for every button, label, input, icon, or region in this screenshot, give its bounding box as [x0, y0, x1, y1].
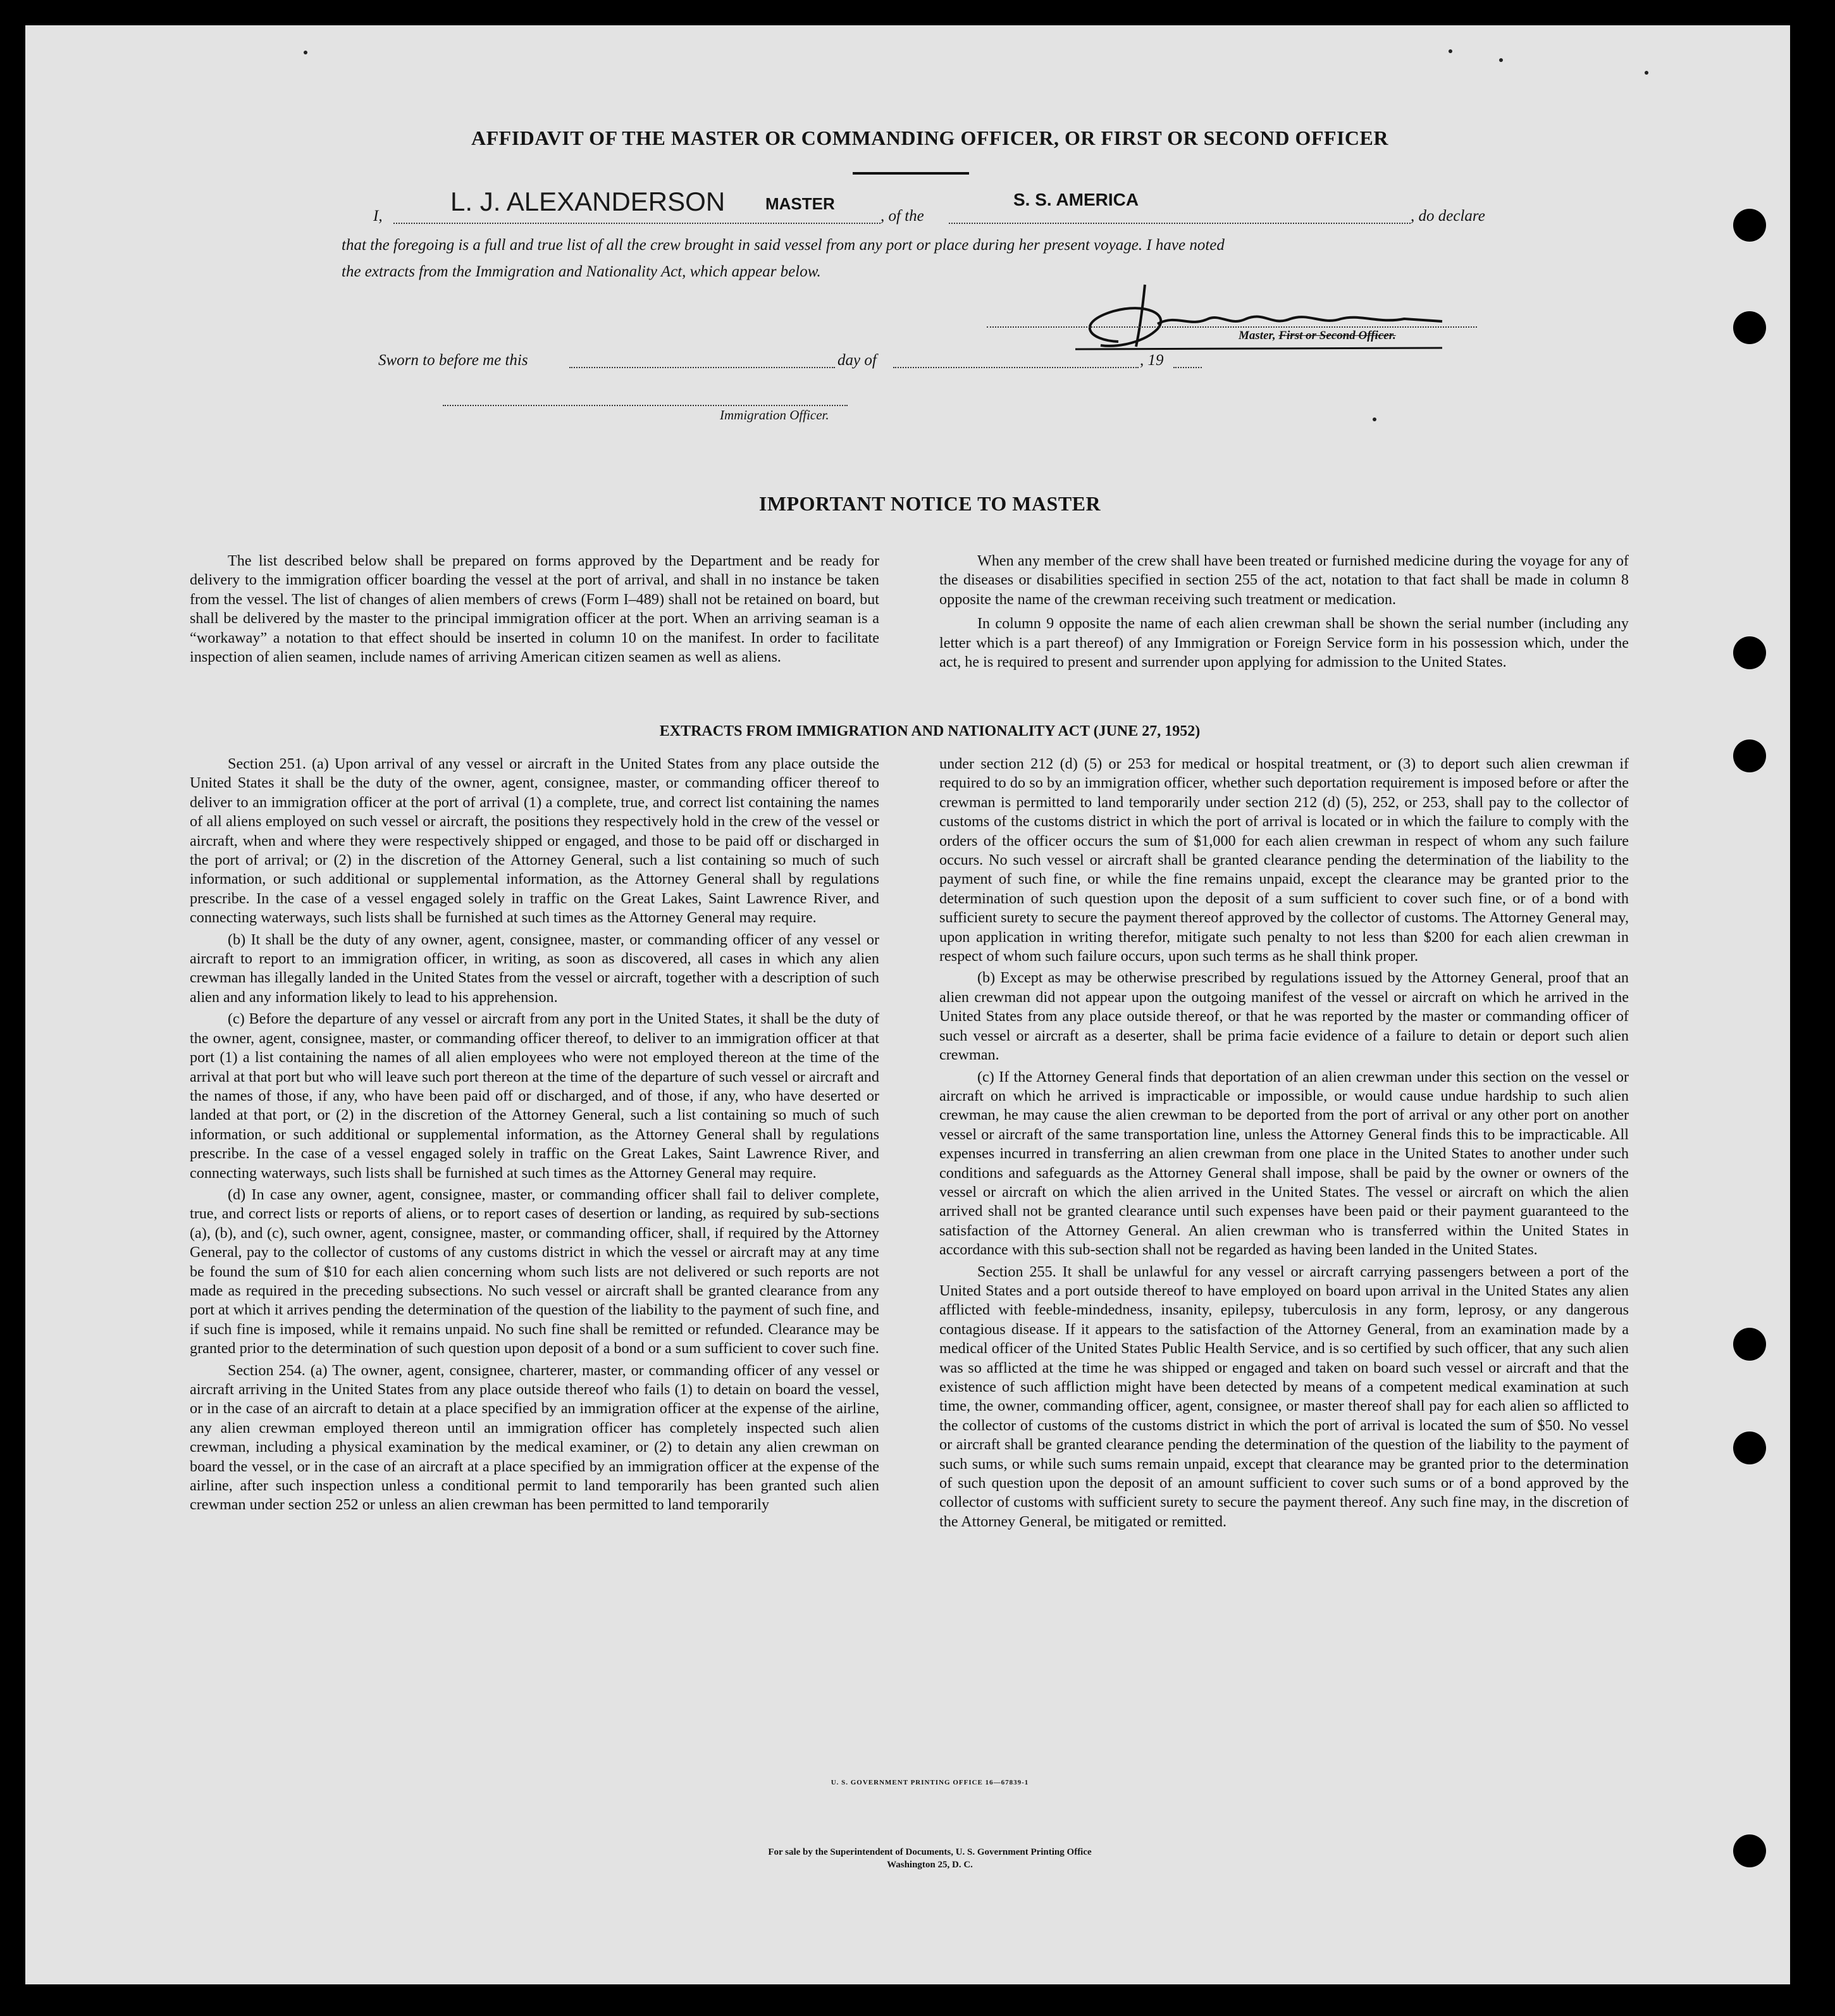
- form-sheet: [25, 25, 1790, 1984]
- declaration-line-2: the extracts from the Immigration and Nationality Act, which appear below.: [342, 263, 821, 280]
- of-the-label: , of the: [880, 207, 924, 225]
- section-251-b: (b) It shall be the duty of any owner, agent, consignee, master, or commanding officer of any vessel or aircraft to report to an immigration officer, in writing, as soon as discovered, all cases in which any alien crewman has illegally landed in the United States from the vessel or aircraft, together with a description of such alien and any information likely to lead to his apprehension.: [190, 931, 879, 1006]
- rank-field: MASTER: [765, 194, 835, 213]
- notice-title: IMPORTANT NOTICE TO MASTER: [758, 492, 1101, 515]
- section-255: Section 255. It shall be unlawful for any vessel or aircraft carrying passengers between a port of the United States and a port outside thereof to have employed on board upon arrival in the United States any alien afflicted with feeble-mindedness, insanity, epilepsy, tuberculosis in any form, leprosy, or any dangerous contagious disease. If it appears to the satisfaction of the Attorney General, from an examination made by a medical officer of the United States Public Health Service, and is so certified by such officer, that any such alien was so afflicted at the time he was shipped or engaged and taken on board such vessel or aircraft and that the existence of such affliction might have been detected by means of a competent medical examination at such time, the owner, commanding officer, agent, consignee, or master thereof shall pay for each alien so afflicted to the collector of customs of the customs district in which the port of arrival is located the sum of $50. No vessel or aircraft shall be granted clearance pending the determination of the question of the liability to the payment of such sums, or while such sums remain unpaid, except that clearance may be granted prior to the determination of such question upon the deposit of an amount sufficient to cover such sums or of a bond approved by the collector of customs with sufficient surety to secure the payment thereof. Any such fine may, in the discretion of the Attorney General, be mitigated or remitted.: [939, 1263, 1629, 1530]
- sworn-label: Sworn to before me this: [378, 352, 528, 369]
- printing-office-line: U. S. GOVERNMENT PRINTING OFFICE 16—67839-1: [831, 1779, 1029, 1786]
- day-of-label: day of: [837, 352, 877, 369]
- section-254-a-cont: under section 212 (d) (5) or 253 for medical or hospital treatment, or (3) to deport such alien crewman if required to do so by an immigration officer, whether such deportation requirement is imposed before or after the crewman is permitted to land temporarily under section 212 (d) (5), 252, or 253, shall pay to the collector of customs of the customs district in which the port of arrival is located or in which the failure to comply with the orders of the officer occurs the sum of $1,000 for each alien crewman in respect of whom any such failure occurs. No such vessel or aircraft shall be granted clearance pending the determination of the liability to the payment of such fine, or while the fine remains unpaid, except the clearance may be granted prior to the determination of such question upon the deposit of a sum sufficient to cover such fine, or of a bond with sufficient surety to secure the payment thereof approved by the collector of customs. The Attorney General may, upon application in writing therefor, mitigate such penalty to not less than $200 for each alien crewman in respect of whom such failure occurs, upon such terms as he shall think proper.: [939, 755, 1629, 965]
- immigration-officer-label: Immigration Officer.: [720, 407, 829, 423]
- binder-hole: [1733, 311, 1766, 344]
- extracts-right-column: [939, 755, 1629, 1531]
- declaration-line-1: that the foregoing is a full and true list of all the crew brought in said vessel from any port or place during her present voyage. I have noted: [342, 237, 1225, 254]
- binder-hole: [1733, 1328, 1766, 1361]
- binder-hole: [1733, 636, 1766, 669]
- affidavit-title: AFFIDAVIT OF THE MASTER OR COMMANDING OFFICER, OR FIRST OR SECOND OFFICER: [471, 127, 1388, 149]
- binder-hole: [1733, 1432, 1766, 1464]
- section-254-b: (b) Except as may be otherwise prescribed by regulations issued by the Attorney General, proof that an alien crewman did not appear upon the outgoing manifest of the vessel or aircraft on which he arrived in the United States from any place outside thereof, or that he was reported by the master or commanding officer of such vessel or aircraft as a deserter, shall be prima facie evidence of a failure to detain or deport such alien crewman.: [939, 969, 1629, 1064]
- extracts-left-column: [190, 755, 879, 1515]
- section-251-c: (c) Before the departure of any vessel or aircraft from any port in the United States, it shall be the duty of the owner, agent, consignee, master, or commanding officer thereof, to deliver to an immigration officer at that port (1) a list containing the names of all alien employees who were not employed thereon at the time of the arrival at that port but who will leave such port thereon at the time of the departure of such vessel or aircraft and the names of those, if any, who have been paid off or discharged, and of those, if any, who have deserted or landed at that port, or (2) in the discretion of the Attorney General, such a list containing so much of such information, or such additional or supplemental information, as the Attorney General shall by regulations prescribe. In the case of a vessel engaged solely in traffic on the Great Lakes, Saint Lawrence River, and connecting waterways, such lists shall be furnished at such times as the Attorney General may require.: [190, 1010, 879, 1182]
- section-254-a: Section 254. (a) The owner, agent, consignee, charterer, master, or commanding officer of any vessel or aircraft arriving in the United States from any place outside thereof who fails (1) to detain on board the vessel, or in the case of an aircraft to detain at a place specified by an immigration officer at the expense of the airline, any alien crewman employed thereon until an immigration officer has completely inspected such alien crewman, including a physical examination by the medical examiner, or (2) to detain any alien crewman on board the vessel, or in the case of an aircraft at a place specified by an immigration officer at the expense of the airline, after such inspection unless a conditional permit to land temporarily has been granted such alien crewman under section 252 or unless an alien crewman has been permitted to land temporarily: [190, 1361, 879, 1514]
- master-name-field: L. J. ALEXANDERSON: [450, 187, 726, 216]
- year-label: , 19: [1140, 352, 1164, 369]
- notice-left-paragraph: The list described below shall be prepared on forms approved by the Department and be ready for delivery to the immigration officer boarding the vessel at the port of arrival, and shall in no instance be taken from the vessel. The list of changes of alien members of crews (Form I–489) shall not be retained on board, but shall be delivered by the master to the principal immigration officer at the port. When an arriving seaman is a “workaway” a notation to that effect should be inserted in column 10 on the manifest. In order to facilitate inspection of alien seamen, include names of arriving American citizen seamen as well as aliens.: [190, 552, 879, 666]
- notice-left-column: [190, 552, 879, 667]
- sale-line-2: Washington 25, D. C.: [887, 1860, 973, 1870]
- notice-right-paragraph-1: When any member of the crew shall have been treated or furnished medicine during the voyage for any of the diseases or disabilities specified in section 255 of the act, notation to that fact shall be made in column 8 opposite the name of the crewman receiving such treatment or medication.: [939, 552, 1629, 608]
- sale-line-1: For sale by the Superintendent of Documents, U. S. Government Printing Office: [768, 1847, 1092, 1857]
- do-declare-label: , do declare: [1411, 207, 1485, 225]
- section-251-d: (d) In case any owner, agent, consignee, master, or commanding officer shall fail to deliver complete, true, and correct lists or reports of aliens, or to report cases of desertion or landing, as required by sub-sections (a), (b), and (c), such owner, agent, consignee, master, or commanding officer, shall, if required by the Attorney General, pay to the collector of customs of any customs district in which the vessel or aircraft may at any time be found the sum of $10 for each alien concerning whom such lists are not delivered or such reports are not made as required in the preceding subsections. No such vessel or aircraft shall be granted clearance from any port at which it arrives pending the determination of the question of the liability to the payment of such fine, and if such fine is imposed, while it remains unpaid. No such fine shall be remitted or refunded. Clearance may be granted prior to the determination of such question upon deposit of a bond or a sum sufficient to cover such fine.: [190, 1185, 879, 1357]
- section-254-c: (c) If the Attorney General finds that deportation of an alien crewman under this section on the vessel or aircraft on which he arrived is impracticable or impossible, or would cause undue hardship to such alien crewman, he may cause the alien crewman to be deported from the port of arrival or any other port on another vessel or aircraft of the same transportation line, unless the Attorney General finds this to be impracticable. All expenses incurred in transferring an alien crewman from one place in the United States to another under such conditions and safeguards as the Attorney General shall impose, shall be paid by the owner or owners of the vessel or aircraft on which the alien arrived in the United States. The vessel or aircraft on which the alien arrived shall not be granted clearance until such expenses have been paid or their payment guaranteed to the satisfaction of the Attorney General. An alien crewman who is transferred within the United States in accordance with this sub-section shall not be regarded as having been landed in the United States.: [939, 1068, 1629, 1259]
- signature-caption: Master, First or Second Officer.: [1239, 329, 1396, 342]
- binder-hole: [1733, 209, 1766, 242]
- i-label: I,: [373, 207, 383, 225]
- extracts-title: EXTRACTS FROM IMMIGRATION AND NATIONALITY ACT (JUNE 27, 1952): [659, 723, 1201, 739]
- notice-right-paragraph-2: In column 9 opposite the name of each alien crewman shall be shown the serial number (including any letter which is a part thereof) of any Immigration or Foreign Service form in his possession which, under the act, he is required to present and surrender upon applying for admission to the United States.: [939, 615, 1629, 671]
- vessel-name-field: S. S. AMERICA: [1013, 190, 1139, 209]
- title-rule: [853, 172, 969, 175]
- notice-right-column: [939, 552, 1629, 672]
- section-251-a: Section 251. (a) Upon arrival of any vessel or aircraft in the United States from any place outside the United States it shall be the duty of the owner, agent, consignee, master, or commanding officer thereof to deliver to an immigration officer at the port of arrival (1) a complete, true, and correct list containing the names of all aliens employed on such vessel or aircraft, the positions they respectively hold in the crew of the vessel or aircraft, when and where they were respectively shipped or engaged, and those to be paid off or discharged in the port of arrival; or (2) in the discretion of the Attorney General, such a list containing so much of such information, or such additional or supplemental information, as the Attorney General shall by regulations prescribe. In the case of a vessel engaged solely in traffic on the Great Lakes, Saint Lawrence River, and connecting waterways, such lists shall be furnished at such times as the Attorney General may require.: [190, 755, 879, 927]
- binder-hole: [1733, 739, 1766, 772]
- binder-hole: [1733, 1834, 1766, 1867]
